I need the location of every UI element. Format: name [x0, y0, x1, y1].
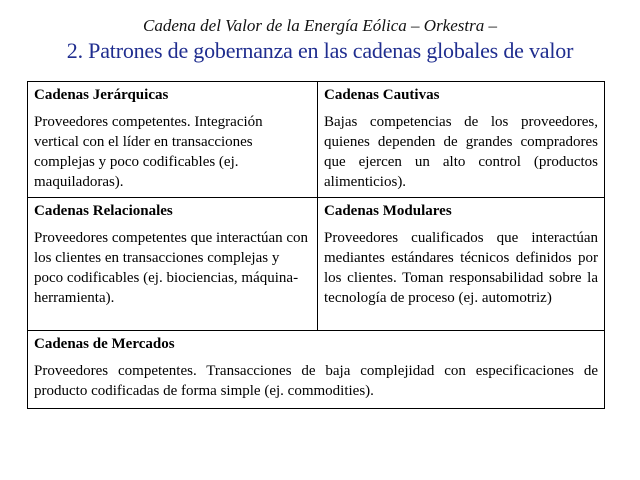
- table-row: [28, 198, 605, 331]
- cell-body: Proveedores cualificados que interactúan mediantes estándares técnicos definidos por los clientes. Toman responsabilidad sobre la tecnología de proceso (ej. automotriz): [324, 230, 598, 306]
- cell-relacionales: [28, 198, 318, 331]
- cell-body: Proveedores competentes que interactúan con los clientes en transacciones complejas y poco codificables (ej. biociencias, máquina-herramienta).: [34, 230, 309, 306]
- cell-mercados: [28, 331, 605, 409]
- cell-body: Bajas competencias de los proveedores, quienes dependen de grandes compradores que ejercen un alto control (productos alimenticios).: [324, 114, 598, 190]
- table-row: [28, 331, 605, 409]
- cell-heading: Cadenas de Mercados: [34, 336, 175, 352]
- cell-heading: Cadenas Relacionales: [34, 203, 173, 219]
- cell-heading: Cadenas Jerárquicas: [34, 87, 169, 103]
- governance-table: [27, 81, 605, 409]
- cell-body: Proveedores competentes. Integración vertical con el líder en transacciones complejas y poco codificables (ej. maquiladoras).: [34, 114, 263, 190]
- cell-body: Proveedores competentes. Transacciones de baja complejidad con especificaciones de producto codificadas de forma simple (ej. commodities).: [34, 363, 598, 399]
- cell-modulares: [318, 198, 605, 331]
- cell-heading: Cadenas Modulares: [324, 203, 452, 219]
- cell-jerarquicas: [28, 82, 318, 198]
- slide-subtitle: Cadena del Valor de la Energía Eólica – Orkestra –: [143, 16, 497, 35]
- table-row: [28, 82, 605, 198]
- slide-title: 2. Patrones de gobernanza en las cadenas globales de valor: [66, 38, 574, 63]
- cell-cautivas: [318, 82, 605, 198]
- cell-heading: Cadenas Cautivas: [324, 87, 440, 103]
